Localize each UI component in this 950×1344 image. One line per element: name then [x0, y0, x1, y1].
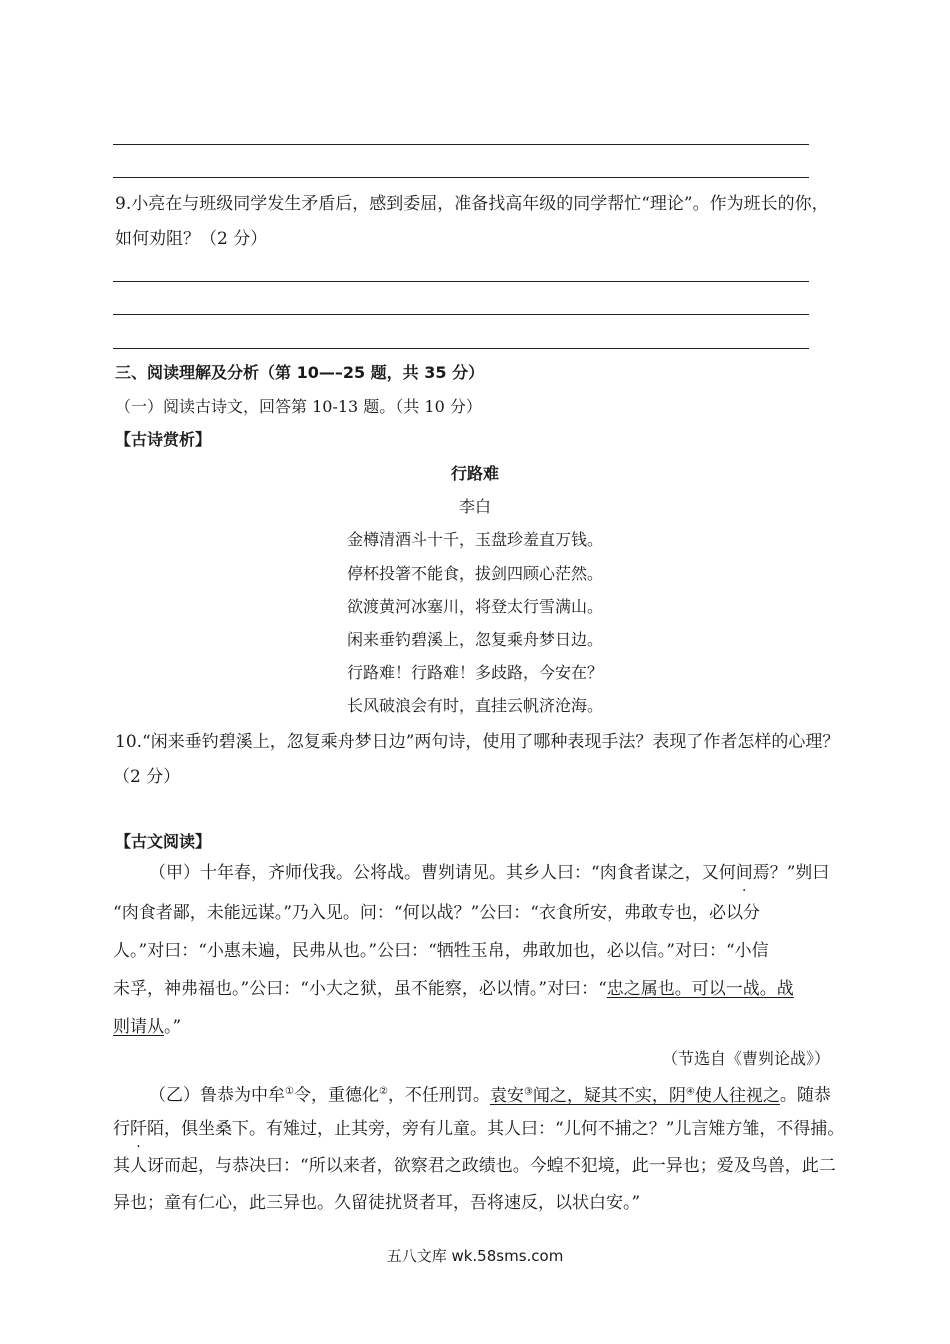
passage-jia-source: （节选自《曹刿论战》） [661, 1049, 830, 1068]
answer-line [113, 348, 809, 349]
footnote-marker: ② [378, 1086, 388, 1097]
poem-author: 李白 [458, 497, 491, 516]
dotted-character: 阡 [130, 1119, 147, 1139]
poem-line: 闲来垂钓碧溪上，忽复乘舟梦日边。 [346, 630, 603, 649]
passage-jia-line: “肉食者鄙，未能远谋。”乃入见。问：“何以战？”公曰：“衣食所安，弗敢专也，必以分 [113, 903, 760, 923]
text-segment: 未孚，神弗福也。”公曰：“小大之狱，虽不能察，必以情。”对曰：“ [113, 979, 607, 999]
poem-line: 金樽清酒斗十千，玉盘珍羞直万钱。 [346, 530, 603, 549]
underlined-text: 则请从 [113, 1017, 164, 1037]
answer-line [113, 314, 809, 315]
passage-jia-line [113, 978, 794, 1000]
text-segment: （乙）鲁恭为中牟 [149, 1085, 285, 1106]
page-footer: 五八文库 wk.58sms.com [386, 1247, 564, 1265]
underlined-text: 袁安③闻之，疑其不实，阴④使人往视之 [489, 1085, 780, 1106]
text-segment: 。” [164, 1017, 182, 1037]
question-9-line1: 9.小亮在与班级同学发生矛盾后，感到委屈，准备找高年级的同学帮忙“理论”。作为班长的你， [115, 194, 829, 214]
passage-yi-line: 异也；童有仁心，此三异也。久留徒扰贤者耳，吾将速反，以状白安。” [113, 1193, 641, 1213]
question-10-line2: （2 分） [113, 767, 181, 787]
section-subheading: （一）阅读古诗文，回答第 10-13 题。（共 10 分） [115, 397, 482, 416]
text-segment: 陌，俱坐桑下。有雉过，止其旁，旁有儿童。其人曰：“儿何不捕之？”儿言雉方雏，不得捕。 [147, 1119, 845, 1139]
poem-line: 行路难！行路难！多歧路，今安在？ [346, 663, 603, 682]
footnote-marker: ③ [523, 1086, 533, 1097]
poem-line: 欲渡黄河冰塞川，将登太行雪满山。 [346, 597, 603, 616]
text-segment: 焉？”刿曰 [752, 863, 830, 883]
text-segment: （甲）十年春，齐师伐我。公将战。曹刿请见。其乡人曰：“肉食者谋之，又何 [149, 863, 736, 883]
passage-jia-line: 人。”对曰：“小惠未遍，民弗从也。”公曰：“牺牲玉帛，弗敢加也，必以信。”对曰：“小信 [113, 941, 769, 961]
passage-yi-line [113, 1118, 844, 1140]
text-segment: ，不任刑罚。 [387, 1085, 490, 1106]
answer-line [113, 281, 809, 282]
classical-reading-label: 【古文阅读】 [115, 832, 212, 851]
underlined-text: 忠之属也。可以一战。战 [606, 979, 794, 999]
question-10-line1: 10.“闲来垂钓碧溪上，忽复乘舟梦日边”两句诗，使用了哪种表现手法？表现了作者怎样的心理？ [115, 732, 840, 752]
section-heading: 三、阅读理解及分析（第 10—–25 题，共 35 分） [115, 363, 485, 382]
poem-line: 长风破浪会有时，直挂云帆济沧海。 [346, 696, 603, 715]
text-segment: 行 [113, 1119, 130, 1139]
dotted-character: 间 [735, 863, 753, 883]
passage-yi-line: 其人讶而起，与恭决曰：“所以来者，欲察君之政绩也。今蝗不犯境，此一异也；爱及鸟兽，此二 [113, 1156, 836, 1176]
poem-line: 停杯投箸不能食，拔剑四顾心茫然。 [346, 564, 603, 583]
text-segment: 令，重德化 [293, 1085, 379, 1106]
passage-jia-line [113, 1016, 181, 1038]
poem-section-label: 【古诗赏析】 [115, 430, 212, 449]
footnote-marker: ① [285, 1086, 294, 1097]
footnote-marker: ④ [685, 1086, 695, 1097]
answer-line [113, 177, 809, 178]
poem-title: 行路难 [450, 464, 499, 483]
passage-yi-line [149, 1081, 831, 1107]
passage-jia-line [149, 862, 829, 884]
answer-line [113, 144, 809, 145]
question-9-line2: 如何劝阻？（2 分） [115, 229, 268, 249]
text-segment: 。随恭 [779, 1085, 831, 1106]
